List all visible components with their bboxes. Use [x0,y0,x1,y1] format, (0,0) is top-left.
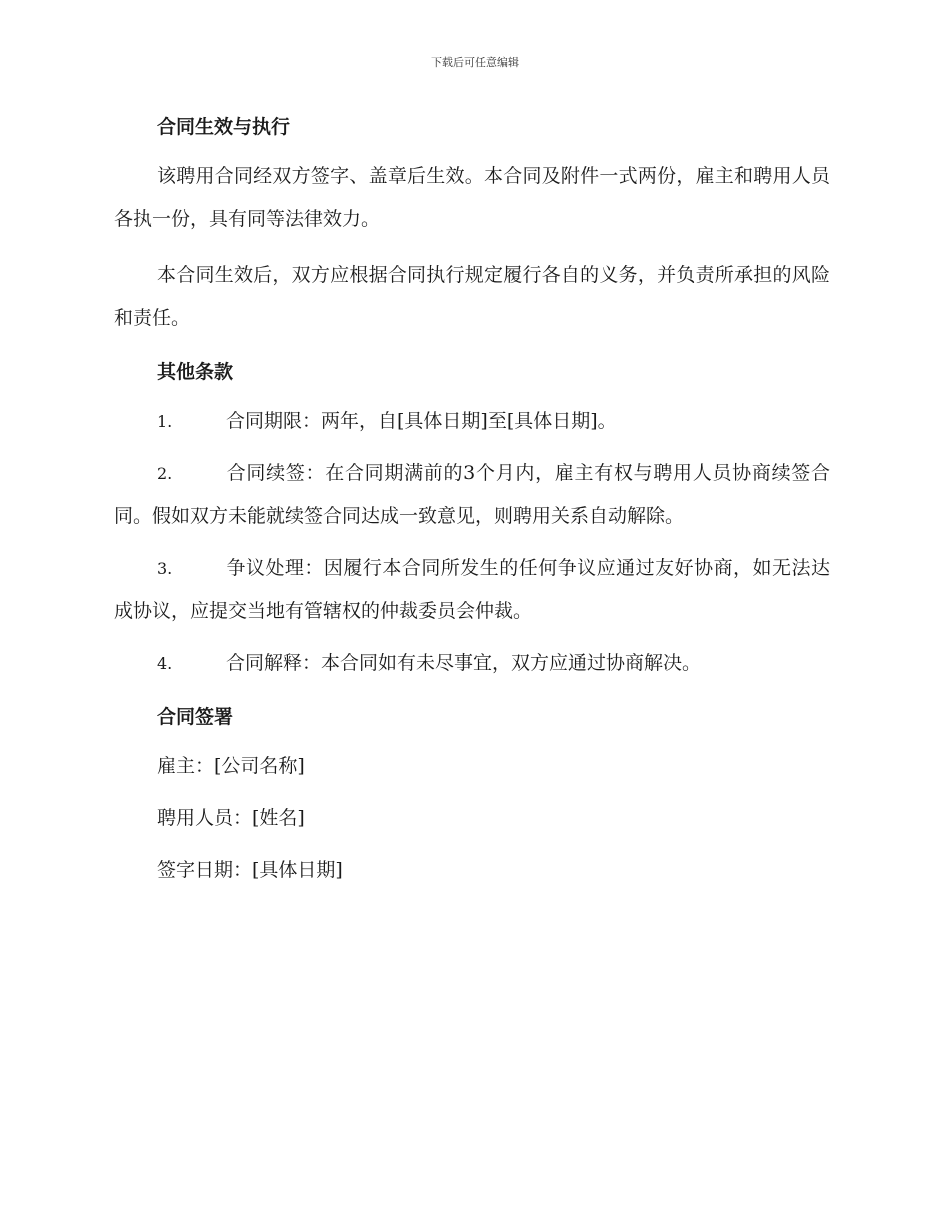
signing-line-employee: 聘用人员：[姓名] [157,807,305,829]
list-text: 争议处理：因履行本合同所发生的任何争议应通过友好协商，如无法达成协议，应提交当地有管辖权的仲裁委员会仲裁。 [114,557,830,622]
signing-line-date: 签字日期：[具体日期] [157,859,343,881]
paragraph: 该聘用合同经双方签字、盖章后生效。本合同及附件一式两份，雇主和聘用人员各执一份，具有同等法律效力。 [114,165,830,230]
list-item [114,642,830,685]
list-number: 3. [157,559,173,578]
list-item [114,400,830,443]
section-title-other: 其他条款 [157,361,234,383]
list-number: 1. [157,412,173,431]
list-number: 4. [157,654,173,673]
list-number: 2. [157,464,173,483]
paragraph: 本合同生效后，双方应根据合同执行规定履行各自的义务，并负责所承担的风险和责任。 [114,264,830,329]
section-title-effect: 合同生效与执行 [157,116,291,138]
section-title-signing: 合同签署 [157,706,234,728]
signing-line-employer: 雇主：[公司名称] [157,755,305,777]
list-text: 合同续签：在合同期满前的3个月内，雇主有权与聘用人员协商续签合同。假如双方未能就续签合同达成一致意见，则聘用关系自动解除。 [114,462,830,527]
list-text: 合同期限：两年，自[具体日期]至[具体日期]。 [226,410,617,432]
list-text: 合同解释：本合同如有未尽事宜，双方应通过协商解决。 [226,652,702,674]
document-body [114,108,830,892]
header-note: 下载后可任意编辑 [431,56,519,69]
list-item [114,547,830,633]
list-item [114,452,830,538]
